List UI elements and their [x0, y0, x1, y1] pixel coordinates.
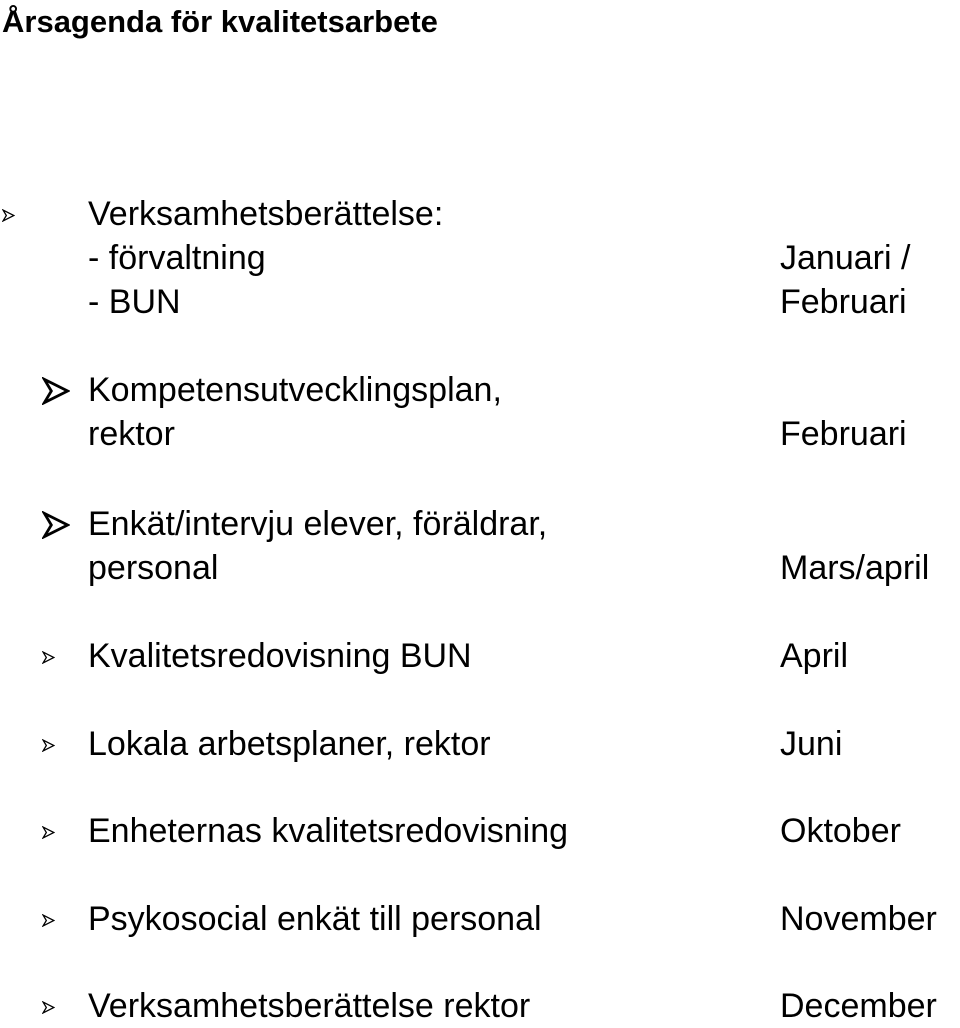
- agenda-date-line: Februari: [780, 283, 907, 321]
- arrowhead-bullet-icon: [42, 511, 70, 539]
- agenda-date-line: Mars/april: [780, 549, 930, 587]
- agenda-date-line: Juni: [780, 725, 843, 763]
- agenda-item-line: Lokala arbetsplaner, rektor: [88, 725, 491, 763]
- agenda-item-line: Kompetensutvecklingsplan,: [88, 371, 502, 409]
- agenda-item-line: Psykosocial enkät till personal: [88, 900, 542, 938]
- agenda-item-label: [88, 897, 542, 941]
- arrowhead-bullet-icon: [42, 739, 55, 752]
- agenda-item-date: [780, 897, 937, 941]
- agenda-item-line: Kvalitetsredovisning BUN: [88, 637, 472, 675]
- agenda-date-line: Februari: [780, 415, 907, 453]
- arrowhead-bullet-icon: [2, 209, 15, 222]
- agenda-item-line: Verksamhetsberättelse:: [88, 195, 444, 233]
- agenda-item-line: - förvaltning: [88, 239, 266, 277]
- agenda-item-label: [88, 722, 491, 766]
- agenda-item-date: [780, 634, 848, 678]
- agenda-item-label: [88, 368, 502, 456]
- agenda-item-line: personal: [88, 549, 219, 587]
- arrowhead-bullet-icon: [42, 377, 70, 405]
- agenda-item-label: [88, 502, 547, 590]
- agenda-item-date: [780, 984, 937, 1028]
- agenda-item-line: Enheternas kvalitetsredovisning: [88, 812, 569, 850]
- agenda-item-date: [780, 546, 929, 590]
- arrowhead-bullet-icon: [42, 1001, 55, 1014]
- agenda-date-line: November: [780, 900, 937, 938]
- agenda-item-label: [88, 809, 568, 853]
- agenda-item-label: [88, 984, 530, 1028]
- agenda-item-label: [88, 192, 443, 324]
- agenda-item-line: - BUN: [88, 283, 181, 321]
- agenda-item-date: [780, 412, 907, 456]
- agenda-item-date: [780, 722, 842, 766]
- agenda-item-line: Verksamhetsberättelse rektor: [88, 987, 531, 1025]
- arrowhead-bullet-icon: [42, 651, 55, 664]
- agenda-item-line: Enkät/intervju elever, föräldrar,: [88, 505, 548, 543]
- arrowhead-bullet-icon: [42, 914, 55, 927]
- agenda-item-date: [780, 236, 910, 324]
- arrowhead-bullet-icon: [42, 826, 55, 839]
- page-title: Årsagenda för kvalitetsarbete: [2, 4, 438, 39]
- agenda-date-line: Oktober: [780, 812, 901, 850]
- agenda-date-line: Januari /: [780, 239, 911, 277]
- agenda-date-line: April: [780, 637, 849, 675]
- agenda-item-label: [88, 634, 472, 678]
- agenda-date-line: December: [780, 987, 937, 1025]
- agenda-item-line: rektor: [88, 415, 175, 453]
- agenda-item-date: [780, 809, 901, 853]
